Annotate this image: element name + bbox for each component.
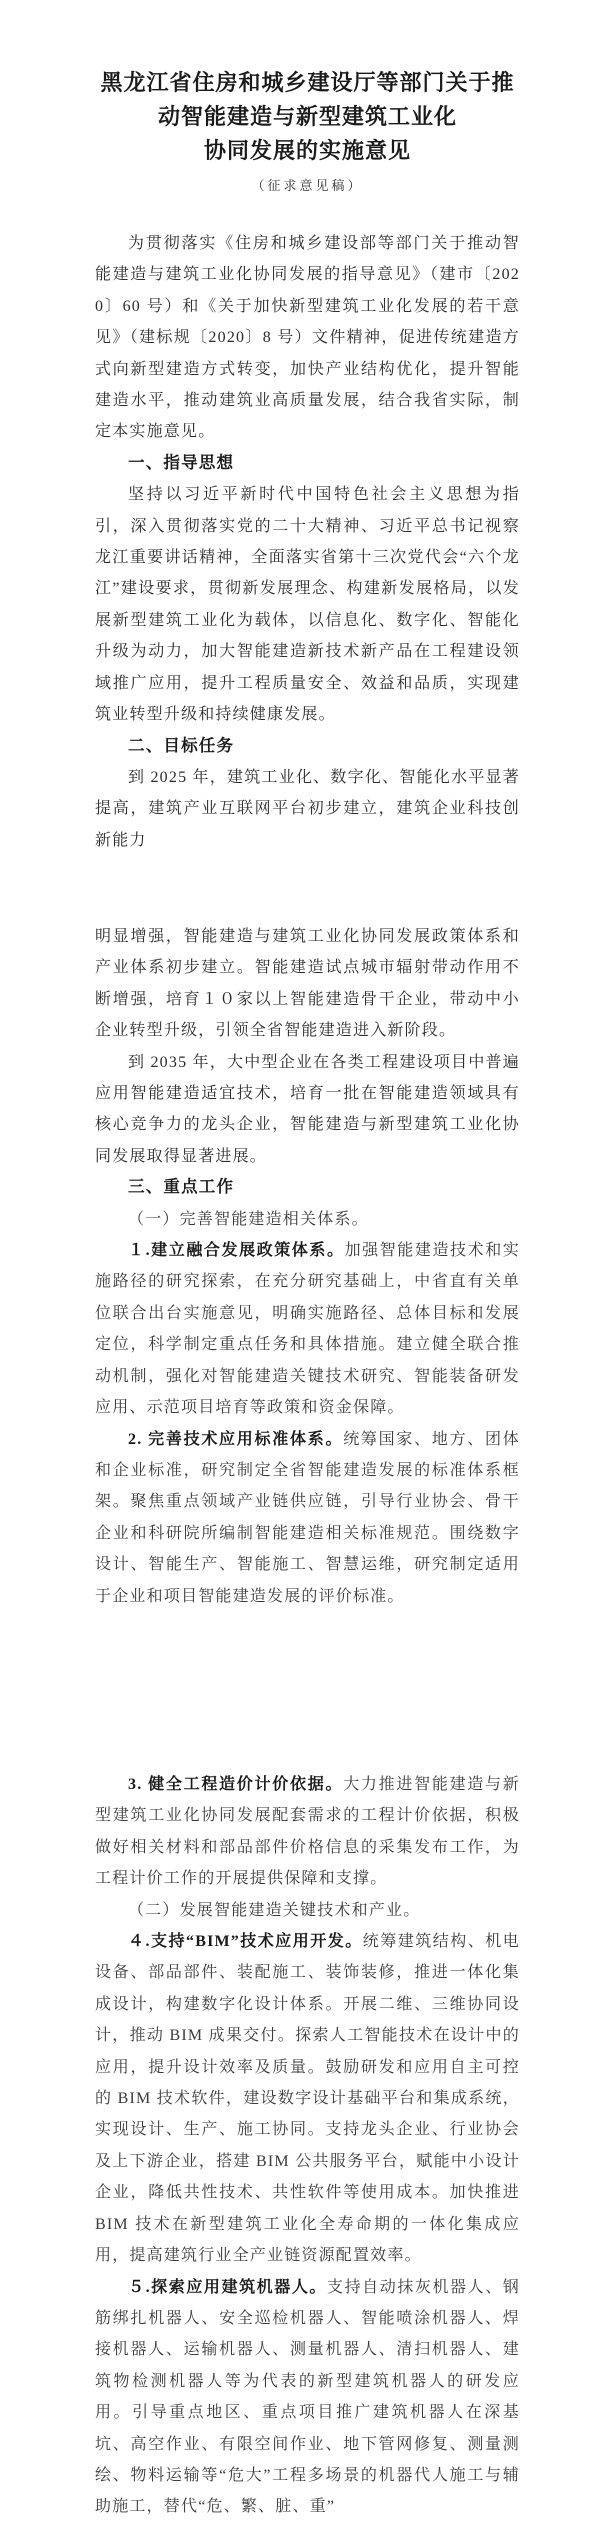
numbered-item-3-cost-basis <box>95 1769 520 1895</box>
item-2-lead: 2. 完善技术应用标准体系。 <box>128 1430 344 1448</box>
paragraph-guiding-ideology: 坚持以习近平新时代中国特色社会主义思想为指引，深入贯彻落实党的二十大精神、习近平总书记视察龙江重要讲话精神，全面落实省第十三次党代会“六个龙江”建设要求，贯彻新发展理念、构建新发展格局，以发展新型建筑工业化为载体，以信息化、数字化、智能化升级为动力，加大智能建造新技术新产品在工程建设领域推广应用，提升工程质量安全、效益和品质，实现建筑业转型升级和持续健康发展。 <box>95 486 520 724</box>
paragraph-target-2035: 到 2035 年，大中型企业在各类工程建设项目中普遍应用智能建造适宜技术，培育一批在智能建造领域具有核心竞争力的龙头企业，智能建造与新型建筑工业化协同发展取得显著进展。 <box>95 1053 520 1165</box>
item-1-body: 加强智能建造技术和实施路径的研究探索，在充分研究基础上，中省直有关单位联合出台实施意见，明确实施路径、总体目标和发展定位，科学制定重点任务和具体措施。建立健全联合推动机制，强化对智能建造关键技术研究、智能装备研发应用、示范项目培育等政策和资金保障。 <box>95 1242 520 1417</box>
page-3 <box>0 1697 600 2546</box>
document-title <box>95 66 520 168</box>
item-3-body: 大力推进智能建造与新型建筑工业化协同发展配套需求的工程计价依据，积极做好相关材料和部品部件价格信息的采集发布工作，为工程计价工作的开展提供保障和支撑。 <box>95 1776 520 1888</box>
numbered-item-4-bim <box>95 1926 520 2271</box>
item-1-lead: １.建立融合发展政策体系。 <box>128 1242 345 1260</box>
paragraph-target-2025-part2: 明显增强，智能建造与建筑工业化协同发展政策体系和产业体系初步建立。智能建造试点城市辐射带动作用不断增强，培育１０家以上智能建造骨干企业，带动中小企业转型升级，引领全省智能建造进入新阶段。 <box>95 928 520 1040</box>
section-heading-3-key-work: 三、重点工作 <box>128 1178 235 1197</box>
item-5-lead: ５.探索应用建筑机器人。 <box>128 2278 327 2296</box>
subheading-2-key-tech-industry: （二）发展智能建造关键技术和产业。 <box>128 1901 421 1919</box>
item-2-body: 统筹国家、地方、团体和企业标准，研究制定全省智能建造发展的标准体系框架。聚焦重点领域产业链供应链，引导行业协会、骨干企业和科研院所编制智能建造相关标准规范。围绕数字设计、智能生产、智能施工、智慧运维，研究制定适用于企业和项目智能建造发展的评价标准。 <box>95 1430 520 1605</box>
paragraph-target-2025-part1: 到 2025 年，建筑工业化、数字化、智能化水平显著提高，建筑产业互联网平台初步建立，建筑企业科技创新能力 <box>95 768 520 848</box>
section-heading-1-guiding-ideology: 一、指导思想 <box>128 453 235 472</box>
item-5-body: 支持自动抹灰机器人、钢筋绑扎机器人、安全巡检机器人、智能喷涂机器人、焊接机器人、运输机器人、测量机器人、清扫机器人、建筑物检测机器人等为代表的新型建筑机器人的研发应用。引导重点地区、重点项目推广建筑机器人在深基坑、高空作业、有限空间作业、地下管网修复、测量测绘、物料运输等“危大”工程多场景的机器代人施工与辅助施工，替代“危、繁、脏、重” <box>95 2278 520 2516</box>
title-line-1: 黑龙江省住房和城乡建设厅等部门关于推 <box>100 70 515 95</box>
item-3-lead: 3. 健全工程造价计价依据。 <box>128 1776 344 1793</box>
document-subtitle: （征求意见稿） <box>251 178 364 193</box>
item-4-lead: ４.支持“BIM”技术应用开发。 <box>128 1933 363 1951</box>
item-4-body: 统筹建筑结构、机电设备、部品部件、装配施工、装饰装修，推进一体化集成设计，构建数字化设计体系。开展二维、三维协同设计，推动 BIM 成果交付。探索人工智能技术在设计中的应用，提升设计效率及质量。鼓励研发和应用自主可控的 BIM 技术软件，建设数字设计基础平台和集成系统，实现设计、生产、施工协同。支持龙头企业、行业协会及上下游企业，搭建 BIM 公共服务平台，赋能中小设计企业，降低共性技术、共性软件等使用成本。加快推进 BIM 技术在新型建筑工业化全寿命期的一体化集成应用，提高建筑行业全产业链资源配置效率。 <box>95 1933 520 2265</box>
subheading-1-improve-systems: （一）完善智能建造相关体系。 <box>128 1210 369 1228</box>
numbered-item-5-robots <box>95 2272 520 2523</box>
numbered-item-1-policy-system <box>95 1235 520 1423</box>
section-heading-2-target-tasks: 二、目标任务 <box>128 736 235 755</box>
title-line-2: 动智能建造与新型建筑工业化 <box>157 104 457 129</box>
page-1 <box>0 0 600 848</box>
page-2 <box>0 848 600 1697</box>
numbered-item-2-standard-system <box>95 1424 520 1612</box>
paragraph-preamble: 为贯彻落实《住房和城乡建设部等部门关于推动智能建造与建筑工业化协同发展的指导意见》（建市〔2020〕60 号）和《关于加快新型建筑工业化发展的若干意见》（建标规〔2020〕8 号）文件精神，促进传统建造方式向新型建造方式转变，加快产业结构优化，提升智能建造水平，推动建筑业高质量发展，结合我省实际，制定本实施意见。 <box>95 235 520 441</box>
title-line-3: 协同发展的实施意见 <box>203 138 411 163</box>
